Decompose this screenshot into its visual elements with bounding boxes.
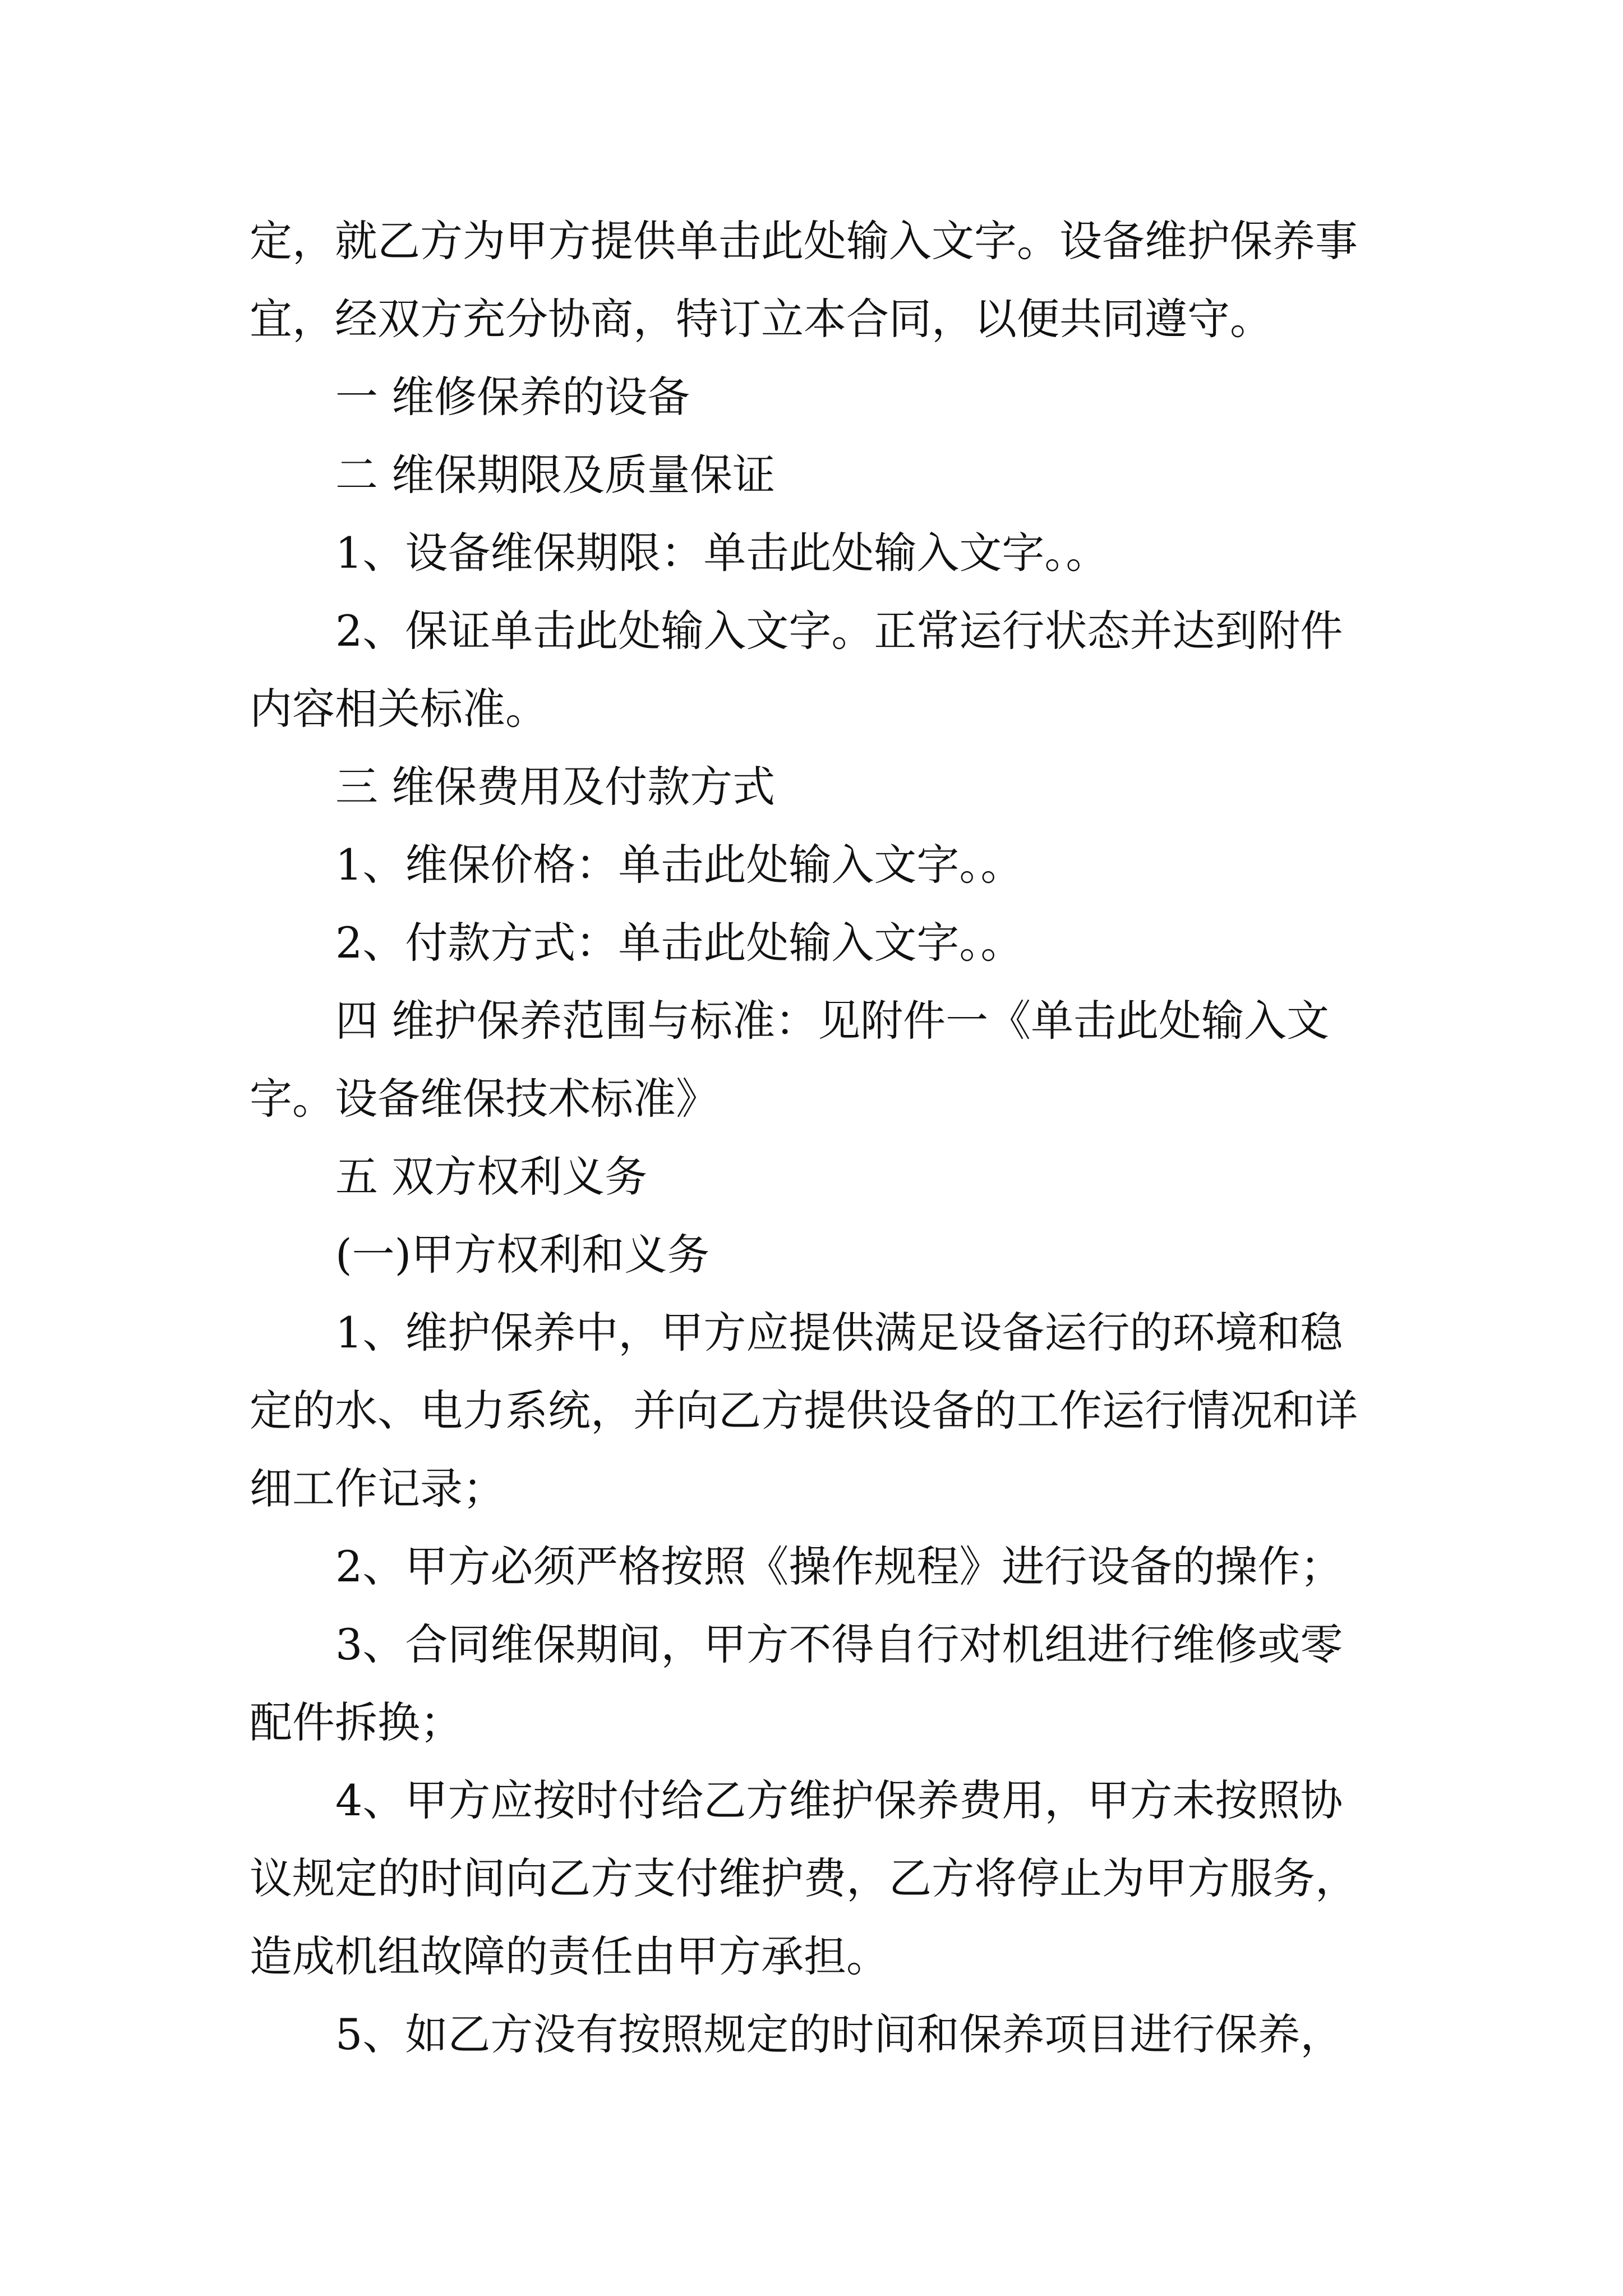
section-heading: 五 双方权利义务	[335, 1152, 648, 1202]
paragraph-line: 宜，经双方充分协商，特订立本合同，以便共同遵守。	[250, 294, 1272, 344]
paragraph-line: 2、甲方必须严格按照《操作规程》进行设备的操作；	[335, 1542, 1343, 1591]
paragraph-line: 定，就乙方为甲方提供单击此处输入文字。设备维护保养事	[250, 216, 1358, 266]
paragraph-line: 造成机组故障的责任由甲方承担。	[250, 1931, 889, 1981]
paragraph-line: 3、合同维保期间，甲方不得自行对机组进行维修或零	[335, 1619, 1343, 1669]
section-heading: 四 维护保养范围与标准：见附件一《单击此处输入文	[335, 996, 1330, 1046]
subsection-heading: (一)甲方权利和义务	[335, 1230, 710, 1280]
paragraph-line: 细工作记录；	[250, 1464, 505, 1513]
section-heading: 二 维保期限及质量保证	[335, 450, 776, 500]
paragraph-line: 1、维保价格：单击此处输入文字。。	[335, 840, 1023, 890]
paragraph-line: 1、设备维保期限：单击此处输入文字。。	[335, 528, 1109, 578]
paragraph-line: 1、维护保养中，甲方应提供满足设备运行的环境和稳	[335, 1308, 1343, 1358]
paragraph-line: 议规定的时间向乙方支付维护费，乙方将停止为甲方服务，	[250, 1853, 1358, 1903]
paragraph-line: 定的水、电力系统，并向乙方提供设备的工作运行情况和详	[250, 1386, 1358, 1435]
paragraph-line: 4、甲方应按时付给乙方维护保养费用，甲方未按照协	[335, 1775, 1343, 1825]
paragraph-line: 配件拆换；	[250, 1697, 463, 1747]
paragraph-line: 5、如乙方没有按照规定的时间和保养项目进行保养，	[335, 2009, 1343, 2059]
paragraph-line: 字。设备维保技术标准》	[250, 1074, 718, 1124]
paragraph-line: 2、付款方式：单击此处输入文字。。	[335, 918, 1023, 968]
section-heading: 三 维保费用及付款方式	[335, 762, 776, 812]
paragraph-line: 内容相关标准。	[250, 684, 548, 734]
section-heading: 一 维修保养的设备	[335, 372, 690, 422]
paragraph-line: 2、保证单击此处输入文字。正常运行状态并达到附件	[335, 606, 1343, 656]
